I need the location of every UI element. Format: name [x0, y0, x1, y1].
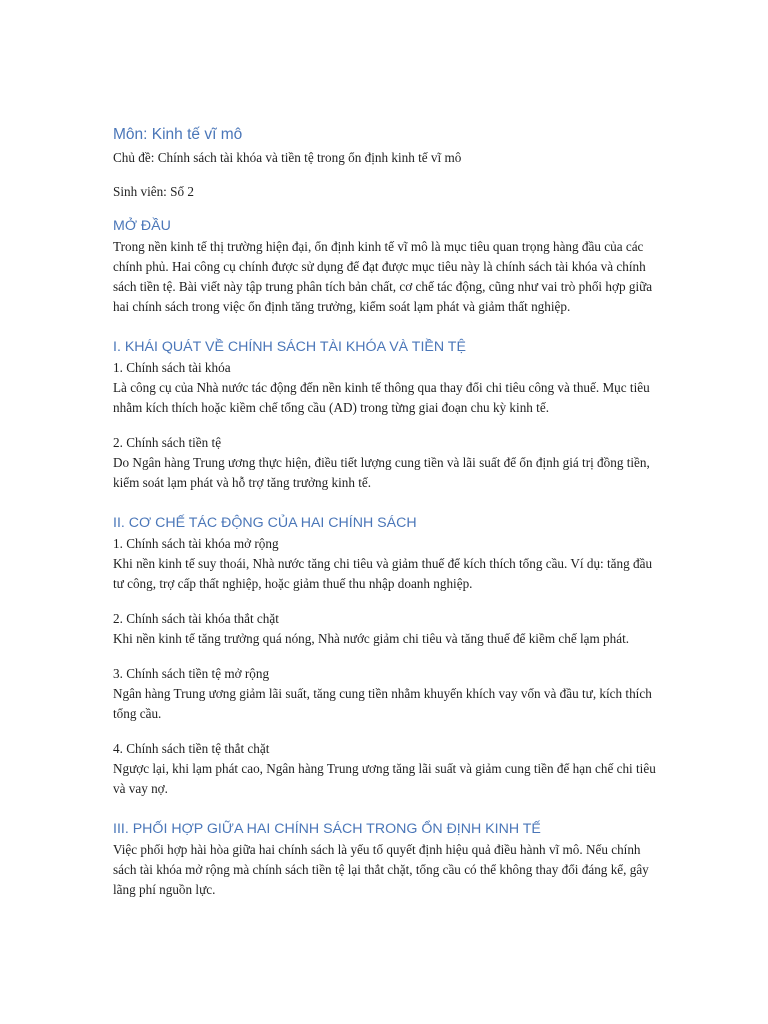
section1-item1-text: Là công cụ của Nhà nước tác động đến nền kinh tế thông qua thay đổi chi tiêu công và thuế. Mục tiêu nhằm kích thích hoặc kiềm chế tổng cầu (AD) trong từng giai đoạn chu kỳ kinh tế. — [113, 380, 650, 415]
section2-item1-title: 1. Chính sách tài khóa mở rộng — [113, 536, 279, 551]
section2-heading: II. CƠ CHẾ TÁC ĐỘNG CỦA HAI CHÍNH SÁCH — [113, 515, 417, 531]
section2-item4-text: Ngược lại, khi lạm phát cao, Ngân hàng Trung ương tăng lãi suất và giảm cung tiền để hạn chế chi tiêu và vay nợ. — [113, 761, 656, 796]
intro-paragraph: Trong nền kinh tế thị trường hiện đại, ổn định kinh tế vĩ mô là mục tiêu quan trọng hàng đầu của các chính phủ. Hai công cụ chính được sử dụng để đạt được mục tiêu này là chính sách tài khóa và chính sách tiền tệ. Bài viết này tập trung phân tích bản chất, cơ chế tác động, cũng như vai trò phối hợp giữa hai chính sách trong việc ổn định tăng trưởng, kiểm soát lạm phát và giảm thất nghiệp. — [113, 239, 653, 314]
section2-item3-text: Ngân hàng Trung ương giảm lãi suất, tăng cung tiền nhằm khuyến khích vay vốn và đầu tư, kích thích tổng cầu. — [113, 686, 652, 721]
section1-item1-title: 1. Chính sách tài khóa — [113, 360, 231, 375]
section1-item2-text: Do Ngân hàng Trung ương thực hiện, điều tiết lượng cung tiền và lãi suất để ổn định giá trị đồng tiền, kiểm soát lạm phát và hỗ trợ tăng trưởng kinh tế. — [113, 455, 650, 490]
document-page — [113, 125, 658, 900]
section1-item2-title: 2. Chính sách tiền tệ — [113, 435, 222, 450]
document-student: Sinh viên: Số 2 — [113, 184, 194, 199]
section2-item4-title: 4. Chính sách tiền tệ thắt chặt — [113, 741, 270, 756]
section2-item2-text: Khi nền kinh tế tăng trưởng quá nóng, Nhà nước giảm chi tiêu và tăng thuế để kiềm chế lạm phát. — [113, 631, 630, 646]
section3-heading: III. PHỐI HỢP GIỮA HAI CHÍNH SÁCH TRONG ỔN ĐỊNH KINH TẾ — [113, 821, 541, 837]
section2-item3-title: 3. Chính sách tiền tệ mở rộng — [113, 666, 270, 681]
section2-item1-text: Khi nền kinh tế suy thoái, Nhà nước tăng chi tiêu và giảm thuế để kích thích tổng cầu. Ví dụ: tăng đầu tư công, trợ cấp thất nghiệp, hoặc giảm thuế thu nhập doanh nghiệp. — [113, 556, 653, 591]
document-subject: Chủ đề: Chính sách tài khóa và tiền tệ trong ổn định kinh tế vĩ mô — [113, 150, 462, 165]
section3-paragraph: Việc phối hợp hài hòa giữa hai chính sách là yếu tố quyết định hiệu quả điều hành vĩ mô. Nếu chính sách tài khóa mở rộng mà chính sách tiền tệ lại thắt chặt, tổng cầu có thể không thay đổi đáng kể, gây lãng phí nguồn lực. — [113, 842, 649, 897]
document-title: Môn: Kinh tế vĩ mô — [113, 126, 243, 143]
intro-heading: MỞ ĐẦU — [113, 218, 171, 234]
section2-item2-title: 2. Chính sách tài khóa thắt chặt — [113, 611, 279, 626]
section1-heading: I. KHÁI QUÁT VỀ CHÍNH SÁCH TÀI KHÓA VÀ TIỀN TỆ — [113, 339, 466, 355]
